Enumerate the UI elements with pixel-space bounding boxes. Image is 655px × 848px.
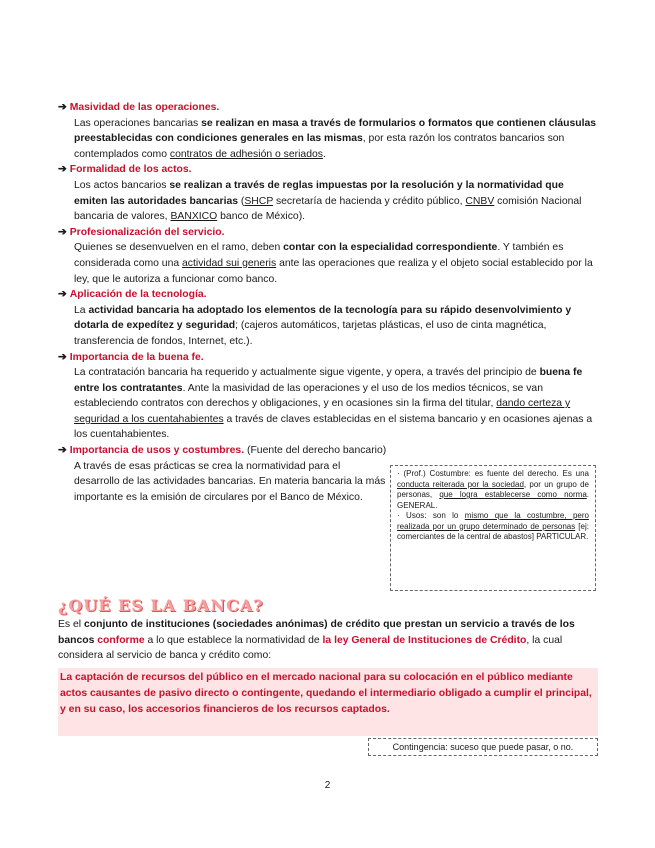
section-title: Importancia de usos y costumbres. <box>69 445 245 457</box>
text-run: . <box>322 148 326 160</box>
section-heading <box>58 162 598 178</box>
text-run: , por esta razón los contratos bancarios son contemplados como <box>74 133 565 160</box>
text-run: , la cual considera al servicio de banca y crédito como: <box>58 634 563 662</box>
section-body <box>58 178 598 225</box>
contingencia-note: Contingencia: suceso que puede pasar, o no. <box>368 738 598 756</box>
text-run: a lo que establece la normatividad de <box>144 634 323 646</box>
section-title-tail: (Fuente del derecho bancario) <box>244 445 387 457</box>
section-title: Masividad de las operaciones. <box>69 102 220 113</box>
text-run: ; (cajeros automáticos, tarjetas plásticas, el uso de cinta magnética, transferencia de fondos, Internet, etc.). <box>74 320 547 347</box>
bullet-icon: · <box>397 469 404 478</box>
section-banner-que-es-la-banca: ¿QUÉ ES LA BANCA? <box>58 596 264 615</box>
section-heading <box>58 350 598 366</box>
section-heading <box>58 287 598 303</box>
bank-characteristics <box>58 100 598 505</box>
text-run: dando certeza y seguridad a los cuentahabientes <box>74 398 571 425</box>
text-run: . GENERAL. <box>397 490 589 510</box>
text-run: Es el <box>58 619 84 630</box>
arrow-icon: ➔ <box>58 226 67 238</box>
section-body <box>58 303 598 350</box>
text-run: conducta reiterada por la sociedad <box>397 479 524 489</box>
text-run: Los actos bancarios <box>74 179 170 191</box>
text-run: se realizan en masa a través de formularios o formatos que contienen cláusulas preestablecidas con condiciones generales en las mismas <box>74 117 597 145</box>
text-run: conjunto de instituciones (sociedades anónimas) de crédito que prestan un servicio a través de los bancos <box>58 619 575 646</box>
text-run: se realizan a través de reglas impuestas por la resolución y la normatividad que emiten las autoridades bancarias <box>74 179 564 207</box>
section-title: Importancia de la buena fe. <box>69 351 204 363</box>
text-run: mismo que la costumbre, pero realizada por un grupo determinado de personas <box>397 511 589 531</box>
text-run: comisión Nacional bancaria de valores, <box>74 195 582 223</box>
text-run: actividad bancaria ha adoptado los elementos de la tecnología para su rápido desenvolvimiento y dotarla de expedítez y seguridad <box>74 304 572 332</box>
text-run: CNBV <box>465 195 495 207</box>
text-run: contratos de adhesión o seriados <box>169 148 323 160</box>
section-heading <box>58 100 598 116</box>
text-run: ( <box>238 195 245 207</box>
text-run: . Ante la masividad de las operaciones y el uso de los medios técnicos, se van estableciendo contratos con derechos y obligaciones, y en ocasiones sin la firma del titular, <box>74 382 543 410</box>
section-heading <box>58 225 598 241</box>
section-heading <box>58 443 388 459</box>
text-run: que logra establecerse como norma <box>439 490 587 499</box>
arrow-icon: ➔ <box>58 289 67 301</box>
section-body <box>58 365 598 443</box>
text-run: Las operaciones bancarias <box>74 117 202 129</box>
text-run: la ley General de Instituciones de Crédito <box>322 634 527 646</box>
text-run: . Y también es considerada como una <box>74 242 564 269</box>
banca-intro-paragraph <box>58 617 598 664</box>
arrow-icon: ➔ <box>58 351 67 363</box>
section-title: Aplicación de la tecnología. <box>69 289 207 301</box>
text-run: Quienes se desenvuelven en el ramo, deben <box>74 242 284 254</box>
section-title: Formalidad de los actos. <box>69 164 192 176</box>
note-item <box>397 469 589 511</box>
text-run: (Prof.) Costumbre: es fuente del derecho. Es una <box>403 469 590 478</box>
section-body <box>58 240 598 287</box>
text-run: banco de México). <box>217 211 306 223</box>
page-number: 2 <box>324 780 331 791</box>
section-body <box>58 459 388 506</box>
text-run: ante las operaciones que realiza y el objeto social establecido por la ley, que le autoriza a funcionar como banco. <box>74 257 593 285</box>
text-run: actividad sui generis <box>182 257 277 269</box>
usos-costumbres-note <box>390 465 596 591</box>
text-run: a través de claves establecidas en el sistema bancario y en ocasiones ajenas a los cuentahabientes. <box>74 413 593 441</box>
text-run: [ej: comerciantes de la central de abastos] PARTICULAR. <box>397 521 589 541</box>
text-run: BANXICO <box>170 211 218 223</box>
arrow-icon: ➔ <box>58 164 67 176</box>
arrow-icon: ➔ <box>58 102 67 113</box>
text-run: La contratación bancaria ha requerido y actualmente sigue vigente, y opera, a través del principio de <box>74 367 540 379</box>
text-run: contar con la especialidad correspondiente <box>283 242 498 254</box>
text-run: , por un grupo de personas, <box>397 479 589 499</box>
text-run: Usos: son lo <box>406 511 465 520</box>
text-run: secretaría de hacienda y crédito público, <box>273 195 466 207</box>
text-run: buena fe entre los contratantes <box>74 367 583 394</box>
banca-definition-box: La captación de recursos del público en el mercado nacional para su colocación en el público mediante actos causantes de pasivo directo o contingente, quedando el intermediario obligado a cumplir el principal, y en su caso, los accesorios financieros de los recursos captados. <box>58 668 598 736</box>
arrow-icon: ➔ <box>58 445 67 457</box>
bullet-icon: · <box>397 511 407 520</box>
text-run: SHCP <box>244 195 274 207</box>
text-run: A través de esas prácticas se crea la normatividad para el desarrollo de las actividades bancarias. En materia bancaria la más importante es la emisión de circulares por el Banco de México. <box>74 460 386 503</box>
section-title: Profesionalización del servicio. <box>69 226 225 238</box>
note-item <box>397 511 589 543</box>
section-body <box>58 116 598 163</box>
text-run: La <box>74 304 89 316</box>
text-run: conforme <box>97 634 145 646</box>
